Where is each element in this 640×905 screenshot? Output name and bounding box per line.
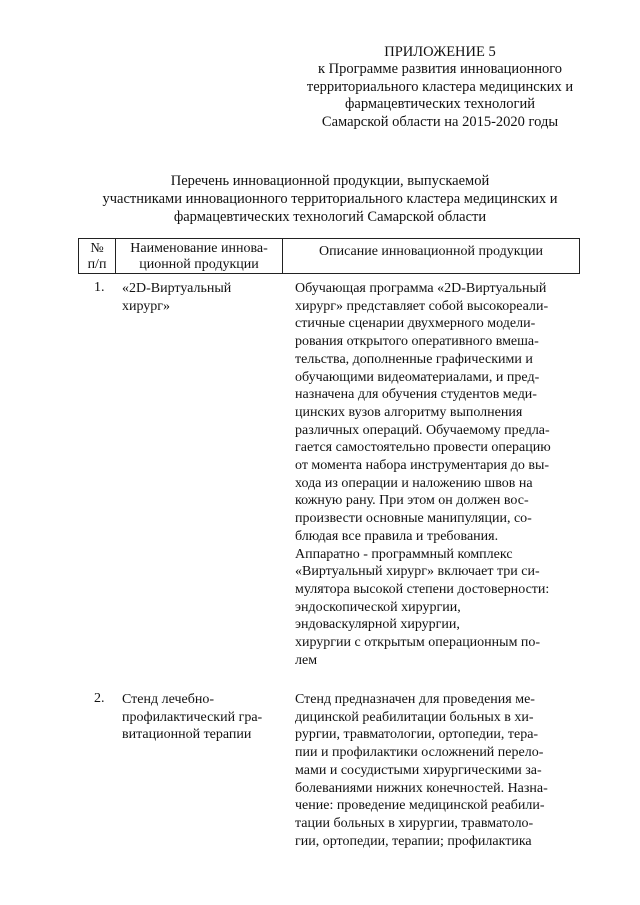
appendix-line: Самарской области на 2015-2020 годы bbox=[321, 113, 559, 130]
table-header bbox=[78, 238, 580, 274]
product-description: Обучающая программа «2D-Виртуальный хирург» представляет собой высокореали- стичные сценарии двухмерного модели- рования открытого оперативного вмеша- тельства, дополненные графическими и обучающими видеоматериалами, и пред- назначена для обучения студентов меди- цинских вузов алгоритму выполнения различных операций. Обучаемому предла- гается самостоятельно провести операцию от момента набора инструментария до вы- хода из операции и наложению швов на кожную рану. При этом он должен вос- произвести основные манипуляции, со- блюдая все правила и требования. Аппаратно - программный комплекс «Виртуальный хирург» включает три си- мулятора высокой степени достоверности: эндоскопической хирургии, эндоваскулярной хирургии, хирургии с открытым операционным по- лем bbox=[295, 281, 551, 668]
document-title bbox=[60, 172, 600, 226]
appendix-caption bbox=[270, 44, 610, 131]
appendix-line: ПРИЛОЖЕНИЕ 5 bbox=[384, 44, 496, 60]
title-line: фармацевтических технологий Самарской области bbox=[173, 209, 487, 225]
product-description: Стенд предназначен для проведения ме- дицинской реабилитации больных в хи- рургии, травматологии, ортопедии, тера- пии и профилактики осложнений перело- мами и сосудистыми хирургическими за- болеваниями нижних конечностей. Назна- чение: проведение медицинской реабили- тации больных в хирургии, травматоло- гии, ортопедии, терапии; профилактика bbox=[295, 692, 548, 849]
appendix-line: фармацевтических технологий bbox=[345, 96, 535, 113]
title-line: участниками инновационного территориального кластера медицинских и bbox=[102, 191, 558, 207]
row-number: 2. bbox=[94, 691, 105, 706]
header-num: № п/п bbox=[79, 239, 116, 273]
appendix-line: территориального кластера медицинских и bbox=[306, 78, 574, 95]
title-line: Перечень инновационной продукции, выпускаемой bbox=[170, 173, 490, 189]
header-desc: Описание инновационной продукции bbox=[319, 244, 543, 259]
product-name: «2D-Виртуальный хирург» bbox=[122, 281, 232, 314]
appendix-line: к Программе развития инновационного bbox=[317, 61, 563, 78]
header-name: Наименование иннова- ционной продукции bbox=[116, 239, 283, 273]
row-number: 1. bbox=[94, 280, 105, 295]
product-name: Стенд лечебно- профилактический гра- витационной терапии bbox=[122, 692, 263, 743]
